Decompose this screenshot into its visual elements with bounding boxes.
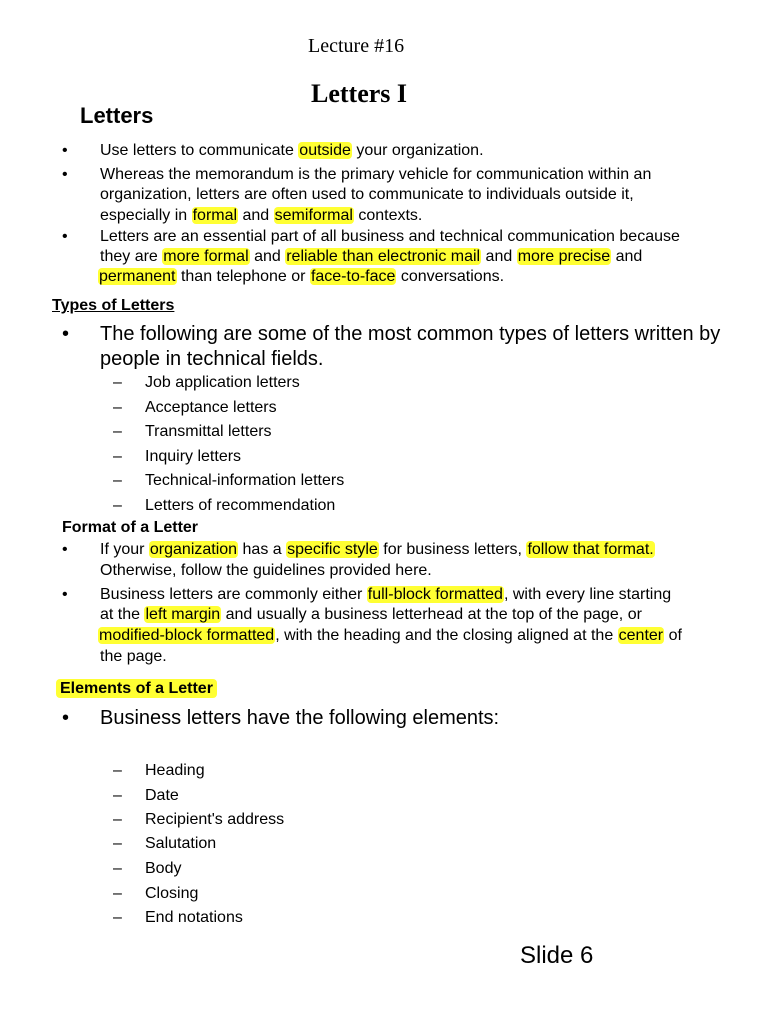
dash-icon: – bbox=[113, 860, 122, 877]
highlight: face-to-face bbox=[310, 268, 396, 285]
highlight: modified-block formatted bbox=[99, 627, 275, 644]
dash-icon: – bbox=[113, 374, 122, 391]
highlight: formal bbox=[192, 207, 238, 224]
highlight: organization bbox=[149, 541, 238, 558]
dash-icon: – bbox=[113, 787, 122, 804]
types-lead-line-1: The following are some of the most common types of letters written by bbox=[100, 323, 721, 345]
types-heading: Types of Letters bbox=[52, 297, 175, 314]
highlight: reliable than electronic mail bbox=[286, 248, 481, 265]
bullet-icon: • bbox=[62, 707, 70, 729]
format-bullet-2-line-3: modified-block formatted, with the heading and the closing aligned at the center of bbox=[99, 627, 682, 644]
bullet-icon: • bbox=[62, 323, 70, 345]
highlight: Elements of a Letter bbox=[56, 679, 217, 698]
highlight: full-block formatted bbox=[367, 586, 503, 603]
highlight: specific style bbox=[287, 541, 378, 558]
bullet-icon: • bbox=[62, 142, 68, 159]
intro-bullet-1: Use letters to communicate outside your organization. bbox=[100, 142, 484, 159]
format-bullet-2-line-4: the page. bbox=[100, 648, 167, 665]
types-lead-line-2: people in technical fields. bbox=[100, 348, 324, 370]
intro-bullet-2-line-2: organization, letters are often used to communicate to individuals outside it, bbox=[100, 186, 634, 203]
elements-heading bbox=[56, 679, 217, 699]
highlight: left margin bbox=[145, 606, 221, 623]
intro-bullet-3-line-1: Letters are an essential part of all business and technical communication because bbox=[100, 228, 680, 245]
highlight: more formal bbox=[163, 248, 249, 265]
format-bullet-2-line-2: at the left margin and usually a business letterhead at the top of the page, or bbox=[100, 606, 642, 623]
intro-bullet-3-line-2: they are more formal and reliable than electronic mail and more precise and bbox=[100, 248, 643, 265]
highlight: outside bbox=[299, 142, 351, 159]
dash-icon: – bbox=[113, 909, 122, 926]
section-title-letters: Letters bbox=[80, 103, 154, 128]
slide-number: Slide 6 bbox=[520, 942, 594, 969]
dash-icon: – bbox=[113, 885, 122, 902]
intro-bullet-2-line-3: especially in formal and semiformal contexts. bbox=[100, 207, 423, 224]
format-heading: Format of a Letter bbox=[62, 519, 199, 536]
elements-lead: Business letters have the following elements: bbox=[100, 707, 500, 729]
intro-bullet-2-line-1: Whereas the memorandum is the primary vehicle for communication within an bbox=[100, 166, 652, 183]
dash-icon: – bbox=[113, 497, 122, 514]
highlight: permanent bbox=[99, 268, 176, 285]
highlight: follow that format. bbox=[527, 541, 654, 558]
highlight: more precise bbox=[517, 248, 611, 265]
lecture-number: Lecture #16 bbox=[308, 35, 405, 57]
bullet-icon: • bbox=[62, 541, 68, 558]
dash-icon: – bbox=[113, 472, 122, 489]
format-bullet-1-line-1: If your organization has a specific style for business letters, follow that format. bbox=[100, 541, 654, 558]
highlight: semiformal bbox=[274, 207, 353, 224]
dash-icon: – bbox=[113, 448, 122, 465]
page-title: Letters I bbox=[311, 79, 408, 108]
highlight: center bbox=[618, 627, 664, 644]
dash-icon: – bbox=[113, 835, 122, 852]
intro-bullet-3-line-3: permanent than telephone or face-to-face conversations. bbox=[99, 268, 505, 285]
dash-icon: – bbox=[113, 762, 122, 779]
bullet-icon: • bbox=[62, 586, 68, 603]
dash-icon: – bbox=[113, 811, 122, 828]
dash-icon: – bbox=[113, 399, 122, 416]
format-bullet-2-line-1: Business letters are commonly either full-block formatted, with every line starting bbox=[100, 586, 672, 603]
bullet-icon: • bbox=[62, 228, 68, 245]
dash-icon: – bbox=[113, 423, 122, 440]
bullet-icon: • bbox=[62, 166, 68, 183]
format-bullet-1-line-2: Otherwise, follow the guidelines provided here. bbox=[100, 562, 432, 579]
